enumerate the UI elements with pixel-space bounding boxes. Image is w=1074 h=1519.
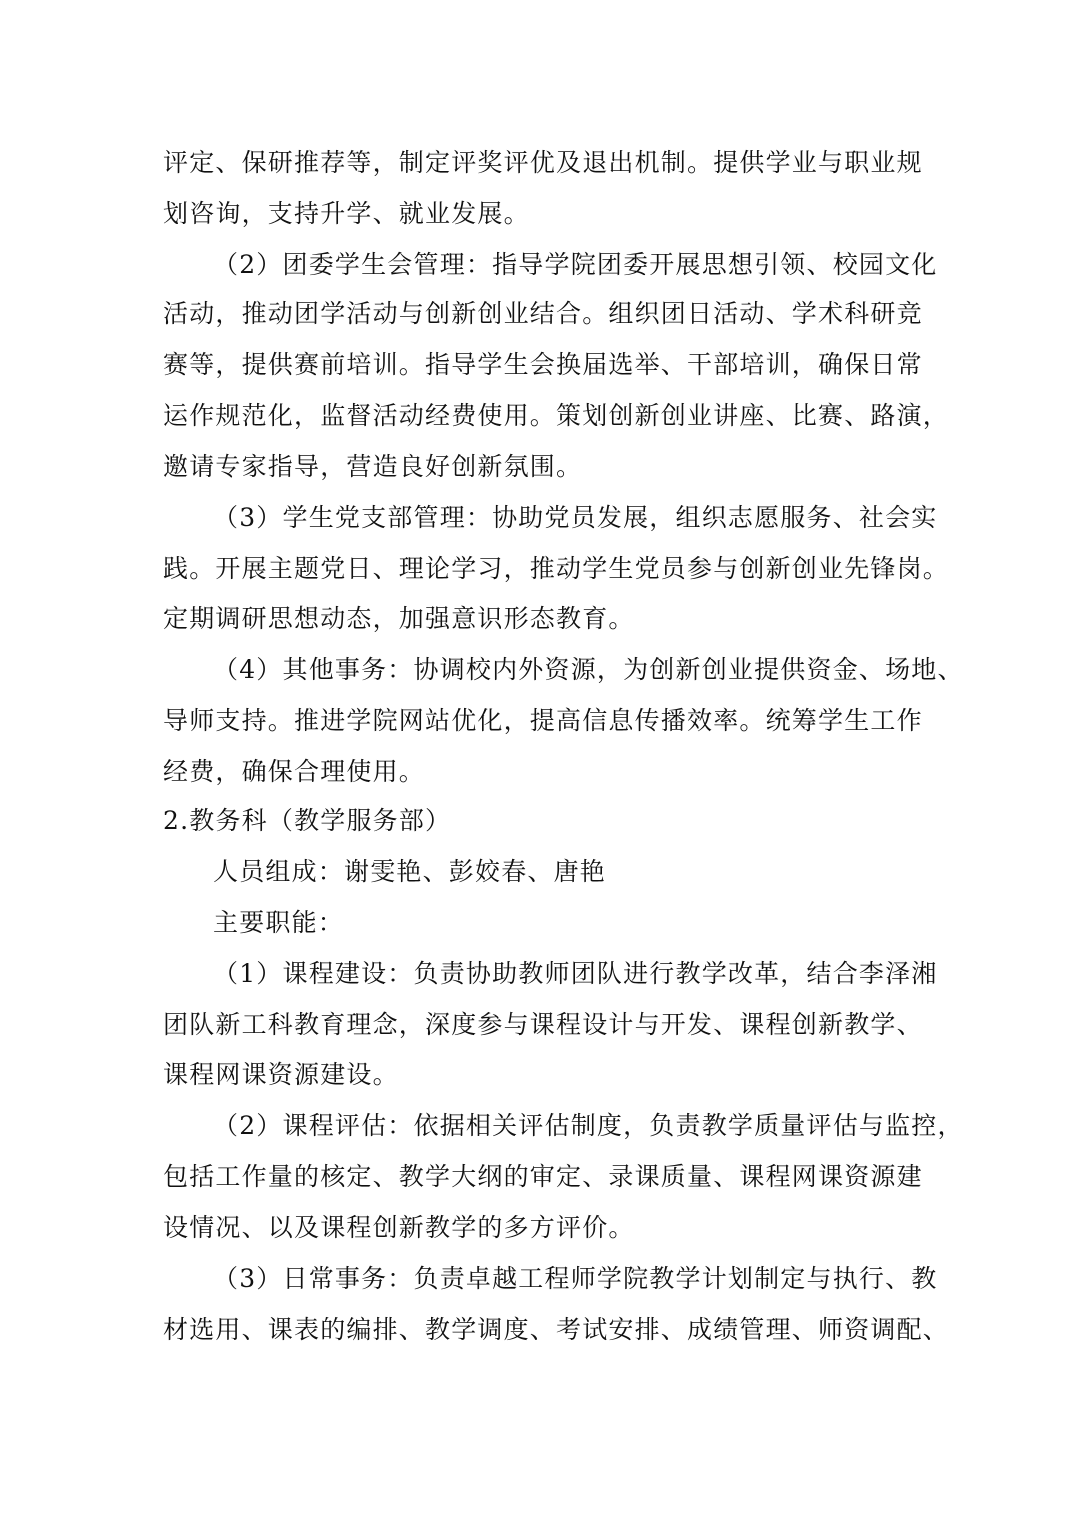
paragraph-first-line: （1）课程建设：负责协助教师团队进行教学改革，结合李泽湘	[213, 959, 938, 988]
text-line: 设情况、以及课程创新教学的多方评价。	[163, 1213, 635, 1242]
text-line: 包括工作量的核定、教学大纲的审定、录课质量、课程网课资源建	[163, 1162, 923, 1191]
paragraph-first-line: （2）课程评估：依据相关评估制度，负责教学质量评估与监控，	[213, 1111, 964, 1140]
section-heading: 2.教务科（教学服务部）	[163, 806, 452, 835]
text-line: 团队新工科教育理念，深度参与课程设计与开发、课程创新教学、	[163, 1010, 923, 1039]
text-line: 践。开展主题党日、理论学习，推动学生党员参与创新创业先锋岗。	[163, 554, 950, 583]
paragraph-first-line: （3）日常事务：负责卓越工程师学院教学计划制定与执行、教	[213, 1264, 938, 1293]
text-line: 赛等，提供赛前培训。指导学生会换届选举、干部培训，确保日常	[163, 350, 923, 379]
paragraph-first-line: （3）学生党支部管理：协助党员发展，组织志愿服务、社会实	[213, 503, 938, 532]
paragraph-first-line: （4）其他事务：协调校内外资源，为创新创业提供资金、场地、	[213, 655, 964, 684]
text-line: 划咨询，支持升学、就业发展。	[163, 199, 530, 228]
text-line: 定期调研思想动态，加强意识形态教育。	[163, 604, 635, 633]
text-line: 导师支持。推进学院网站优化，提高信息传播效率。统筹学生工作	[163, 706, 923, 735]
paragraph-first-line: （2）团委学生会管理：指导学院团委开展思想引领、校园文化	[213, 250, 938, 279]
personnel-line: 人员组成：谢雯艳、彭姣春、唐艳	[213, 857, 607, 886]
text-line: 运作规范化，监督活动经费使用。策划创新创业讲座、比赛、路演，	[163, 401, 950, 430]
text-line: 经费，确保合理使用。	[163, 757, 426, 786]
text-line: 材选用、课表的编排、教学调度、考试安排、成绩管理、师资调配、	[163, 1315, 950, 1344]
text-line: 课程网课资源建设。	[163, 1060, 399, 1089]
text-line: 邀请专家指导，营造良好创新氛围。	[163, 452, 583, 481]
text-line: 活动，推动团学活动与创新创业结合。组织团日活动、学术科研竞	[163, 299, 923, 328]
functions-heading: 主要职能：	[213, 908, 345, 937]
text-line: 评定、保研推荐等，制定评奖评优及退出机制。提供学业与职业规	[163, 148, 923, 177]
